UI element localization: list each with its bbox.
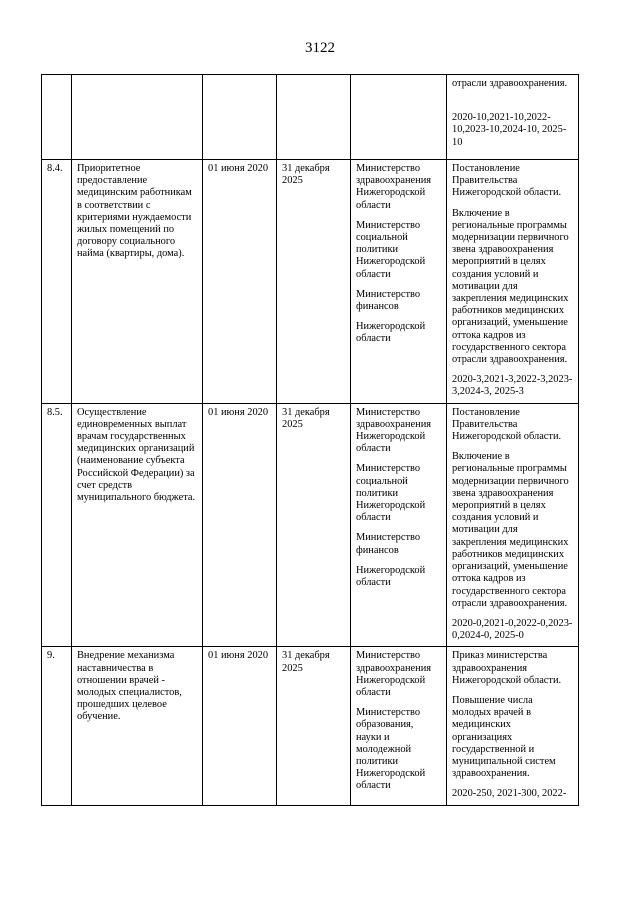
event-cell: Осуществление единовременных выплат врачам государственных медицинских организаций (наименование субъекта Российской Федерации) за счет средств муниципального бюджета. [72, 403, 203, 647]
executors-cell [351, 75, 447, 160]
start-date-cell: 01 июня 2020 [203, 647, 277, 805]
event-cell: Внедрение механизма наставничества в отношении врачей - молодых специалистов, прошедших целевое обучение. [72, 647, 203, 805]
end-date-cell: 31 декабря 2025 [277, 647, 351, 805]
row-number: 8.4. [42, 160, 72, 404]
executor: Министерство финансов [356, 532, 421, 556]
result-document: Постановление Правительства Нижегородской области. [452, 163, 562, 199]
executor: Министерство здравоохранения Нижегородской области [356, 650, 432, 698]
row-number: 8.5. [42, 403, 72, 647]
result-text: Включение в региональные программы модернизации первичного звена здравоохранения мероприятий в целях создания условий и мотивации для закрепления медицинских работников медицинских организаций, уменьшение оттока кадров из государственного сектора отрасли здравоохранения. [452, 207, 569, 366]
result-text: Включение в региональные программы модернизации первичного звена здравоохранения мероприятий в целях создания условий и мотивации для закрепления медицинских работников медицинских организаций, уменьшение оттока кадров из государственного сектора отрасли здравоохранения. [452, 451, 569, 609]
result-cell [447, 160, 579, 404]
executor: Министерство образования, науки и молодежной политики Нижегородской области [356, 707, 426, 792]
executors-cell [351, 403, 447, 647]
page-number: 3122 [305, 40, 335, 56]
result-text: отрасли здравоохранения. [452, 78, 568, 89]
table-row [42, 75, 579, 160]
executor: Министерство здравоохранения Нижегородской области [356, 163, 432, 211]
start-date-cell: 01 июня 2020 [203, 403, 277, 647]
end-date-cell [277, 75, 351, 160]
result-indicators: 2020-250, 2021-300, 2022- [452, 788, 567, 800]
table-row [42, 403, 579, 647]
result-indicators: 2020-0,2021-0,2022-0,2023-0,2024-0, 2025-0 [452, 617, 573, 642]
executor: Нижегородской области [356, 321, 426, 345]
executor: Министерство финансов [356, 288, 421, 313]
table-row [42, 160, 579, 404]
end-date-cell: 31 декабря 2025 [277, 160, 351, 404]
measures-table [41, 74, 579, 806]
row-number [42, 75, 72, 160]
result-cell [447, 403, 579, 647]
event-cell: Приоритетное предоставление медицинским работникам в соответствии с критериями нуждаемости жилых помещений по договору социального найма (квартиры, дома). [72, 160, 203, 404]
row-number: 9. [42, 647, 72, 805]
executor: Министерство социальной политики Нижегородской области [356, 219, 426, 280]
end-date-cell: 31 декабря 2025 [277, 403, 351, 647]
executor: Министерство здравоохранения Нижегородской области [356, 406, 432, 455]
event-cell [72, 75, 203, 160]
result-indicators: 2020-10,2021-10,2022-10,2023-10,2024-10, 2025-10 [452, 112, 567, 148]
executor: Министерство социальной политики Нижегородской области [356, 463, 426, 524]
result-cell [447, 75, 579, 160]
table-row [42, 647, 579, 805]
start-date-cell: 01 июня 2020 [203, 160, 277, 404]
executor: Нижегородской области [356, 564, 426, 589]
result-document: Постановление Правительства Нижегородской области. [452, 406, 562, 443]
result-document: Приказ министерства здравоохранения Нижегородской области. [452, 650, 562, 686]
start-date-cell [203, 75, 277, 160]
result-text: Повышение числа молодых врачей в медицинских организациях государственной и муниципальной систем здравоохранения. [452, 694, 556, 780]
result-cell [447, 647, 579, 805]
executors-cell [351, 647, 447, 805]
executors-cell [351, 160, 447, 404]
result-indicators: 2020-3,2021-3,2022-3,2023-3,2024-3, 2025-3 [452, 374, 573, 398]
